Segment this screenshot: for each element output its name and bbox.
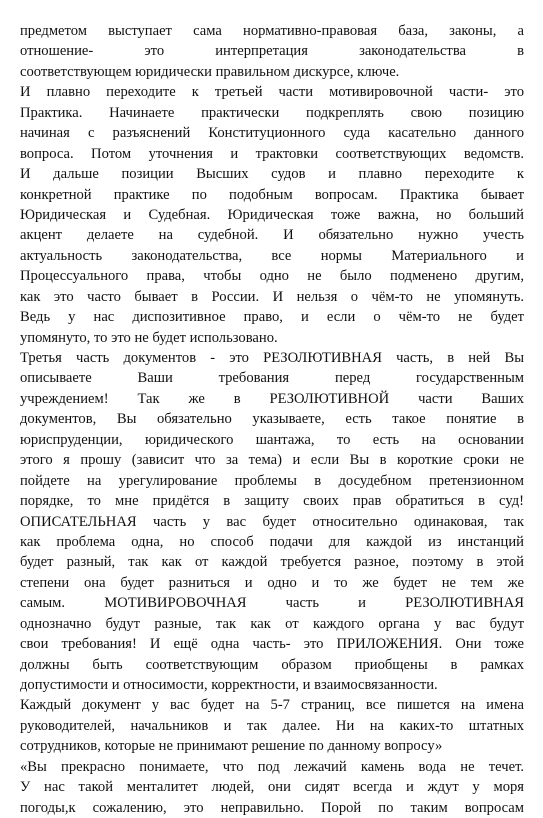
text-line: юриспруденции, юридического шантажа, то есть на основании: [20, 431, 524, 448]
text-line: допустимости и относимости, корректности, и взаимосвязанности.: [20, 677, 438, 693]
text-line: отношение- это интерпретация законодательства в: [20, 43, 524, 60]
text-line: И плавно переходите к третьей части мотивировочной части- это: [20, 84, 524, 101]
text-line: ОПИСАТЕЛЬНАЯ часть у вас будет относительно одинаковая, так: [20, 513, 524, 530]
text-line: Юридическая и Судебная. Юридическая тоже важна, но больший: [20, 206, 524, 223]
text-line: будет разный, так как от каждой требуется разное, поэтому в этой: [20, 554, 524, 571]
text-line: упомянуто, то это не будет использовано.: [20, 329, 278, 346]
text-line: степени она будет разниться и одно и то же будет не тем же: [20, 574, 524, 591]
text-line: Практика. Начинаете практически подкреплять свою позицию: [20, 104, 524, 121]
paragraph: [20, 757, 524, 818]
paragraph: [20, 82, 524, 348]
text-line: должны быть соответствующим образом приобщены в рамках: [20, 656, 524, 673]
paragraph: [20, 695, 524, 756]
text-line: Третья часть документов - это РЕЗОЛЮТИВНАЯ часть, в ней Вы: [20, 350, 524, 366]
paragraph: [20, 348, 524, 695]
text-line: порядке, то мне придётся в защиту своих прав обратиться в суд!: [20, 493, 524, 510]
text-line: акцент делаете на судебной. И обязательно нужно учесть: [20, 227, 524, 244]
text-line: однозначно будут разные, так как от каждого органа у вас будут: [20, 615, 524, 632]
text-line: документов, Вы обязательно указываете, есть такое понятие в: [20, 411, 524, 428]
text-line: руководителей, начальников и так далее. Ни на каких-то штатных: [20, 717, 524, 734]
text-line: как проблема одна, но способ подачи для каждой из инстанций: [20, 533, 524, 550]
text-line: самым. МОТИВИРОВОЧНАЯ часть и РЕЗОЛЮТИВНАЯ: [20, 595, 524, 612]
text-line: сотрудников, которые не принимают решение по данному вопросу»: [20, 738, 443, 755]
text-line: учреждением! Так же в РЕЗОЛЮТИВНОЙ части Ваших: [20, 390, 524, 407]
text-line: конкретной практике по подобным вопросам. Практика бывает: [20, 186, 524, 203]
paragraph: [20, 21, 524, 82]
text-line: соответствующем юридически правильном дискурсе, ключе.: [20, 63, 400, 80]
text-line: Процессуального права, чтобы одно не было подменено другим,: [20, 268, 524, 285]
text-line: описываете Ваши требования перед государственным: [20, 370, 524, 387]
text-line: этого я прошу (зависит что за тема) и если Вы в короткие сроки не: [20, 452, 524, 469]
text-line: Каждый документ у вас будет на 5-7 страниц, все пишется на имена: [20, 697, 524, 714]
text-line: погоды,к сожалению, это неправильно. Порой по таким вопросам: [20, 799, 524, 816]
text-line: И дальше позиции Высших судов и плавно переходите к: [20, 166, 524, 183]
text-line: вопроса. Потом уточнения и трактовки соответствующих ведомств.: [20, 145, 524, 162]
text-line: предметом выступает сама нормативно-правовая база, законы, а: [20, 23, 524, 39]
text-line: актуальность законодательства, все нормы Материального и: [20, 247, 524, 264]
text-line: пойдете на урегулирование проблемы в досудебном претензионном: [20, 472, 524, 489]
text-line: «Вы прекрасно понимаете, что под лежачий камень вода не течет.: [20, 758, 524, 775]
text-line: как это часто бывает в России. И нельзя о чём-то не упомянуть.: [20, 288, 524, 305]
text-line: свои требования! И ещё одна часть- это ПРИЛОЖЕНИЯ. Они тоже: [20, 636, 524, 653]
text-line: У нас такой менталитет людей, они сидят всегда и ждут у моря: [20, 779, 524, 796]
text-line: Ведь у нас диспозитивное право, и если о чём-то не будет: [20, 309, 524, 326]
text-line: начиная с разъяснений Конституционного суда касательно данного: [20, 125, 524, 142]
